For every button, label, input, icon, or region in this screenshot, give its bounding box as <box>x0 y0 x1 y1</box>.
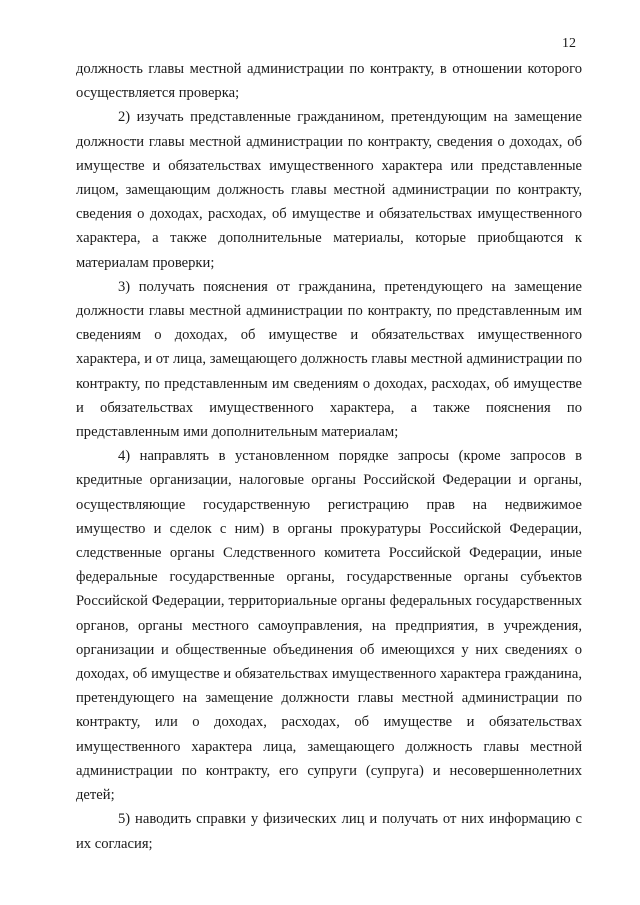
paragraph-item-2: 2) изучать представленные гражданином, претендующим на замещение должности главы местной администрации по контракту, сведения о доходах, об имуществе и обязательствах имущественного характера или представленные лицом, замещающим должность главы местной администрации по контракту, сведения о доходах, расходах, об имуществе и обязательствах имущественного характера, а также дополнительные материалы, которые приобщаются к материалам проверки; <box>76 109 582 271</box>
paragraph-continuation: должность главы местной администрации по контракту, в отношении которого осуществляется проверка; <box>76 61 582 102</box>
document-body <box>76 57 582 856</box>
paragraph-item-3: 3) получать пояснения от гражданина, претендующего на замещение должности главы местной администрации по контракту, по представленным им сведениям о доходах, об имуществе и обязательствах имущественного характера, и от лица, замещающего должность главы местной администрации по контракту, по представленным им сведениям о доходах, расходах, об имуществе и обязательствах имущественного характера, а также пояснения по представленным ими дополнительным материалам; <box>76 278 582 441</box>
page-number: 12 <box>562 36 576 51</box>
paragraph-item-4: 4) направлять в установленном порядке запросы (кроме запросов в кредитные организации, налоговые органы Российской Федерации и органы, осуществляющие государственную регистрацию прав на недвижимое имущество и сделок с ним) в органы прокуратуры Российской Федерации, следственные органы Следственного комитета Российской Федерации, иные федеральные государственные органы, государственные органы субъектов Российской Федерации, территориальные органы федеральных государственных органов, органы местного самоуправления, на предприятия, в учреждения, организации и общественные объединения об имеющихся у них сведениях о доходах, об имуществе и обязательствах имущественного характера гражданина, претендующего на замещение должности главы местной администрации по контракту, или о доходах, расходах, об имуществе и обязательствах имущественного характера лица, замещающего должность главы местной администрации по контракту, его супруги (супруга) и несовершеннолетних детей; <box>76 448 582 804</box>
paragraph-item-5: 5) наводить справки у физических лиц и получать от них информацию с их согласия; <box>76 811 582 852</box>
